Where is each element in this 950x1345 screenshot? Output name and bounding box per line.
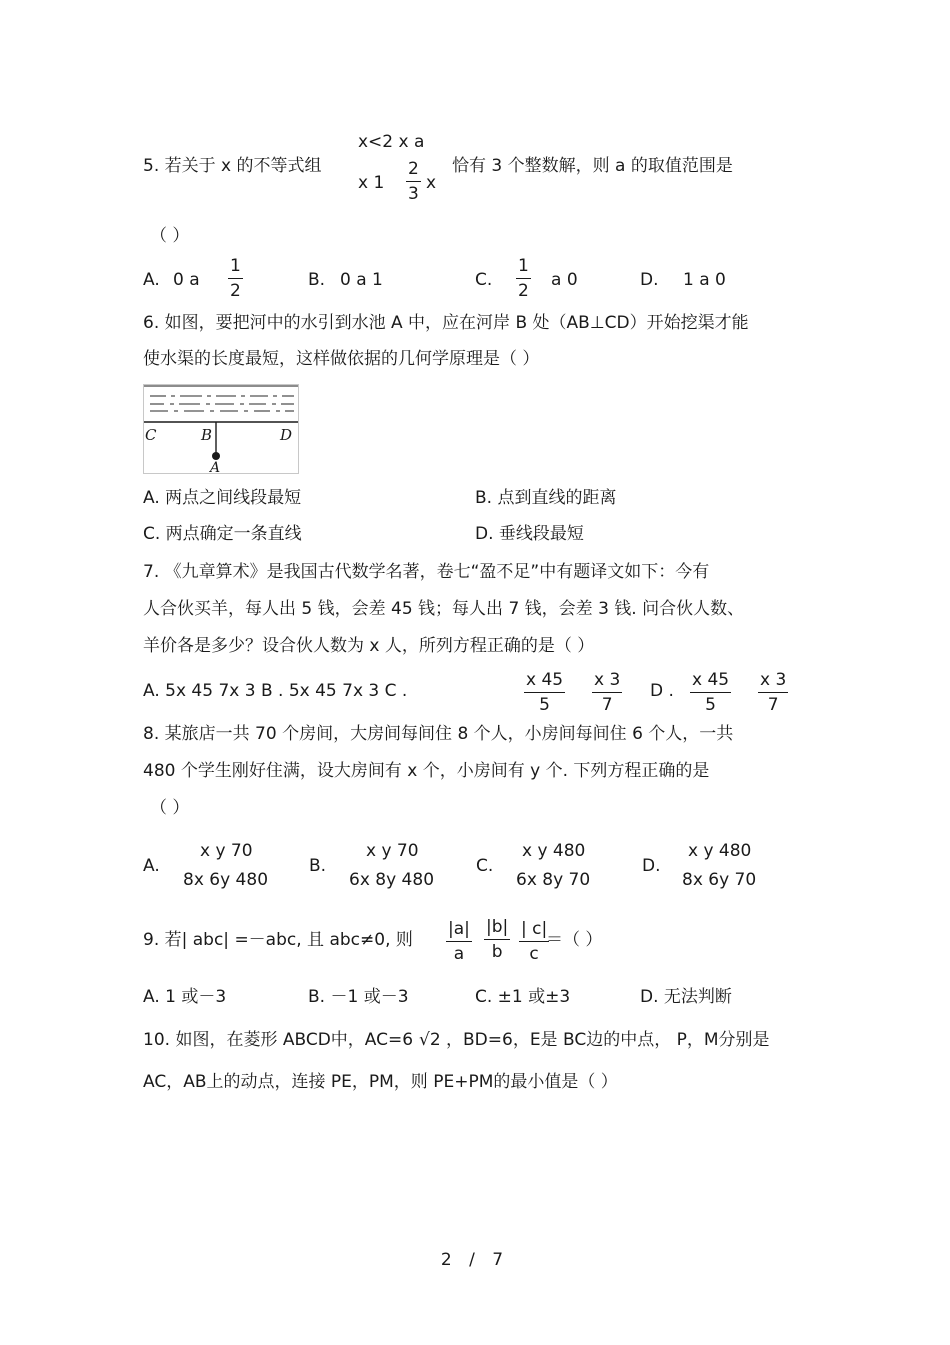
q9-tail: ＝（ ）: [546, 930, 603, 950]
q9-option-d: D. 无法判断: [640, 987, 732, 1007]
q8-option-c-label: C.: [476, 856, 494, 876]
q9-f3-num: | c|: [519, 921, 549, 942]
q6-line1: 6. 如图，要把河中的水引到水池 A 中，应在河岸 B 处（AB⊥CD）开始挖渠才能: [143, 313, 749, 333]
q5-option-a-num: 1: [228, 258, 243, 279]
q9-fraction-c: [519, 921, 549, 963]
q5-option-c-den: 2: [518, 281, 529, 301]
q10-line2: AC，AB上的动点，连接 PE，PM，则 PE+PM的最小值是（ ）: [143, 1072, 618, 1092]
q10-line1-a: 10. 如图，在菱形 ABCD中，AC=6: [143, 1030, 414, 1050]
q7-option-c-left: [524, 672, 565, 714]
q8-option-b-line2: 6x 8y 480: [349, 870, 435, 890]
q7-line2: 人合伙买羊，每人出 5 钱，会差 45 钱；每人出 7 钱，会差 3 钱. 问合伙人数、: [143, 599, 745, 619]
q5-option-c-text: a 0: [551, 270, 578, 290]
q7-c-right-num: x 3: [592, 672, 622, 693]
q8-option-c-line1: x y 480: [522, 841, 586, 861]
q5-option-c-num: 1: [516, 258, 531, 279]
q8-option-b-label: B.: [309, 856, 327, 876]
label-d: D: [280, 426, 293, 444]
q8-option-a-line2: 8x 6y 480: [183, 870, 269, 890]
q5-fraction-denominator: 3: [408, 184, 419, 204]
q7-option-d-right: [758, 672, 788, 714]
q5-option-c-label: C.: [475, 270, 493, 290]
q9-fraction-a: [446, 921, 472, 963]
label-c: C: [145, 426, 157, 444]
q6-line2: 使水渠的长度最短，这样做依据的几何学原理是（ ）: [143, 349, 540, 369]
q6-option-c: C. 两点确定一条直线: [143, 524, 302, 544]
q5-option-b-label: B.: [308, 270, 326, 290]
q5-option-c-fraction: [516, 258, 531, 300]
q9-f2-num: |b|: [484, 919, 510, 940]
q6-option-d: D. 垂线段最短: [475, 524, 584, 544]
q8-option-d-line2: 8x 6y 70: [682, 870, 757, 890]
q9-fraction-b: [484, 919, 510, 961]
q5-option-a-text: 0 a: [173, 270, 200, 290]
q7-option-d-left: [690, 672, 731, 714]
q5-option-d-text: 1 a 0: [683, 270, 726, 290]
q7-line3: 羊价各是多少？设合伙人数为 x 人，所列方程正确的是（ ）: [143, 636, 595, 656]
q8-option-b-line1: x y 70: [366, 841, 419, 861]
label-b: B: [201, 426, 213, 444]
q5-system-line2-right: x: [426, 173, 437, 193]
q6-river-figure: [143, 384, 299, 474]
q7-d-right-den: 7: [767, 695, 779, 715]
q8-paren: （ ）: [150, 798, 190, 818]
q6-option-a: A. 两点之间线段最短: [143, 488, 302, 508]
q5-fraction-numerator: 2: [406, 161, 421, 182]
river-diagram: [144, 385, 298, 473]
q5-option-a-fraction: [228, 258, 243, 300]
q9-option-c: C. ±1 或±3: [475, 987, 571, 1007]
q8-option-a-line1: x y 70: [200, 841, 253, 861]
q7-c-right-den: 7: [601, 695, 613, 715]
q7-d-left-den: 5: [705, 695, 716, 715]
q10-sqrt: √2: [419, 1030, 441, 1050]
q8-option-a-label: A.: [143, 856, 160, 876]
q9-f2-den: b: [491, 942, 503, 962]
q5-option-a-den: 2: [230, 281, 241, 301]
q9-option-b: B. －1 或－3: [308, 987, 409, 1007]
q7-option-d-label: D .: [650, 681, 674, 701]
q9-f3-den: c: [529, 944, 539, 964]
q5-system-line1: x<2 x a: [358, 132, 425, 152]
q7-c-left-den: 5: [539, 695, 550, 715]
q5-option-b-text: 0 a 1: [340, 270, 383, 290]
q7-d-left-num: x 45: [690, 672, 731, 693]
page-number: 2 / 7: [440, 1250, 510, 1270]
q7-c-left-num: x 45: [524, 672, 565, 693]
q5-system-fraction: [406, 161, 421, 203]
q5-intro: 5. 若关于 x 的不等式组: [143, 156, 322, 176]
q10-line1-b: ，BD=6，E是 BC边的中点， P，M分别是: [446, 1030, 770, 1050]
q8-option-c-line2: 6x 8y 70: [516, 870, 591, 890]
q8-option-d-label: D.: [642, 856, 661, 876]
q6-option-b: B. 点到直线的距离: [475, 488, 617, 508]
label-a: A: [210, 460, 221, 473]
pool-a-point: [212, 452, 220, 460]
q5-paren: （ ）: [150, 226, 190, 246]
q7-line1: 7. 《九章算术》是我国古代数学名著，卷七“盈不足”中有题译文如下：今有: [143, 562, 710, 582]
river-water-lines: [150, 396, 294, 411]
q9-option-a: A. 1 或－3: [143, 987, 227, 1007]
q9-stem: 9. 若| abc| =－abc, 且 abc≠0, 则: [143, 930, 413, 950]
q8-line2: 480 个学生刚好住满，设大房间有 x 个，小房间有 y 个. 下列方程正确的是: [143, 761, 710, 781]
q5-option-d-label: D.: [640, 270, 659, 290]
q5-tail: 恰有 3 个整数解，则 a 的取值范围是: [452, 156, 733, 176]
q5-option-a-label: A.: [143, 270, 160, 290]
q7-options-ab: A. 5x 45 7x 3 B . 5x 45 7x 3 C .: [143, 681, 408, 701]
q9-f1-num: |a|: [446, 921, 472, 942]
q8-line1: 8. 某旅店一共 70 个房间，大房间每间住 8 个人，小房间每间住 6 个人，一共: [143, 724, 734, 744]
q7-d-right-num: x 3: [758, 672, 788, 693]
q7-option-c-right: [592, 672, 622, 714]
q8-option-d-line1: x y 480: [688, 841, 752, 861]
q9-f1-den: a: [453, 944, 465, 964]
q5-system-line2-left: x 1: [358, 173, 385, 193]
